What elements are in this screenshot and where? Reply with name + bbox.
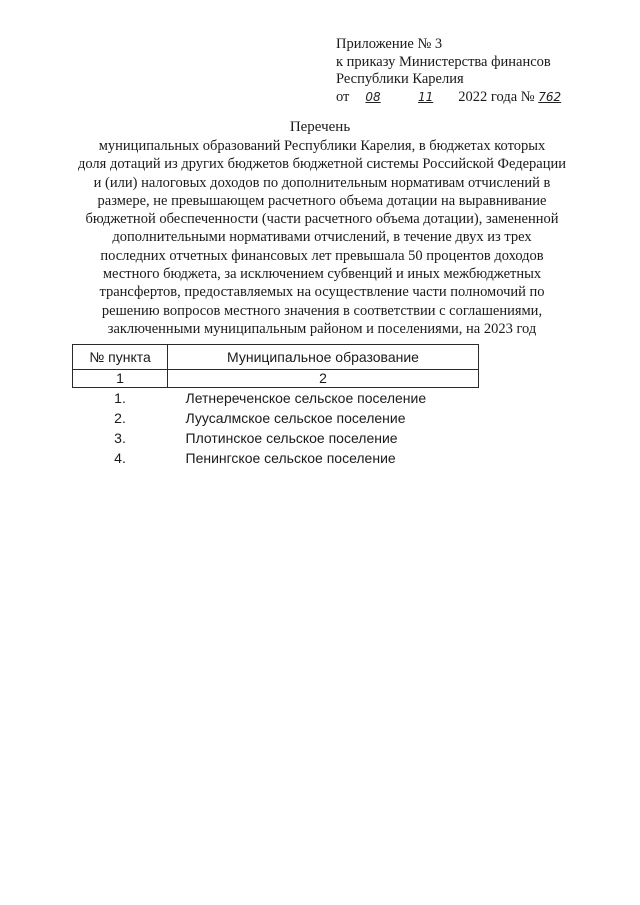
header-municipality: Муниципальное образование <box>168 345 479 370</box>
document-number: 762 <box>538 89 562 104</box>
body-line: и (или) налоговых доходов по дополнительным нормативам отчислений в <box>93 174 551 191</box>
body-line: доля дотаций из других бюджетов бюджетной системы Российской Федерации <box>78 156 566 173</box>
body-line: решению вопросов местного значения в соответствии с соглашениями, <box>101 302 543 319</box>
column-number-row <box>73 370 479 388</box>
table-row <box>73 408 479 428</box>
municipality-name: Плотинское сельское поселение <box>185 430 398 446</box>
date-month: 11 <box>418 89 434 104</box>
order-date-line <box>336 89 578 107</box>
body-line: последних отчетных финансовых лет превышала 50 процентов доходов <box>100 247 544 264</box>
row-number: 1. <box>114 390 126 406</box>
municipality-name: Летнереченское сельское поселение <box>185 390 427 406</box>
column-number-1: 1 <box>73 370 168 388</box>
date-year: 2022 года № <box>458 88 535 105</box>
body-line: дополнительными нормативами отчислений, в течение двух из трех <box>112 229 532 246</box>
table-row <box>73 448 479 468</box>
appendix-header <box>336 36 578 106</box>
table-row <box>73 388 479 409</box>
row-number: 3. <box>114 430 126 446</box>
body-line: бюджетной обеспеченности (части расчетного объема дотации), замененной <box>85 211 559 228</box>
municipalities-table <box>72 344 479 468</box>
body-line: размере, не превышающем расчетного объема дотации на выравнивание <box>97 192 547 209</box>
republic-name: Республики Карелия <box>336 71 464 87</box>
table-header-row <box>73 345 479 370</box>
body-line: заключенными муниципальным районом и поселениями, на 2023 год <box>107 320 537 337</box>
document-body <box>50 137 594 338</box>
order-reference: к приказу Министерства финансов <box>336 53 551 70</box>
municipality-name: Луусалмское сельское поселение <box>185 410 406 426</box>
body-line: местного бюджета, за исключением субвенций и иных межбюджетных <box>102 266 542 283</box>
table-row <box>73 428 479 448</box>
body-line: трансфертов, предоставляемых на осуществление части полномочий по <box>99 284 545 301</box>
municipality-name: Пенингское сельское поселение <box>185 450 396 466</box>
column-number-2: 2 <box>168 370 479 388</box>
document-title: Перечень <box>289 119 351 135</box>
row-number: 2. <box>114 410 126 426</box>
date-prefix: от <box>336 88 350 105</box>
row-number: 4. <box>114 450 126 466</box>
date-day: 08 <box>365 89 381 104</box>
header-item-number: № пункта <box>73 345 168 370</box>
appendix-number: Приложение № 3 <box>336 36 443 52</box>
body-line: муниципальных образований Республики Карелия, в бюджетах которых <box>98 138 546 154</box>
